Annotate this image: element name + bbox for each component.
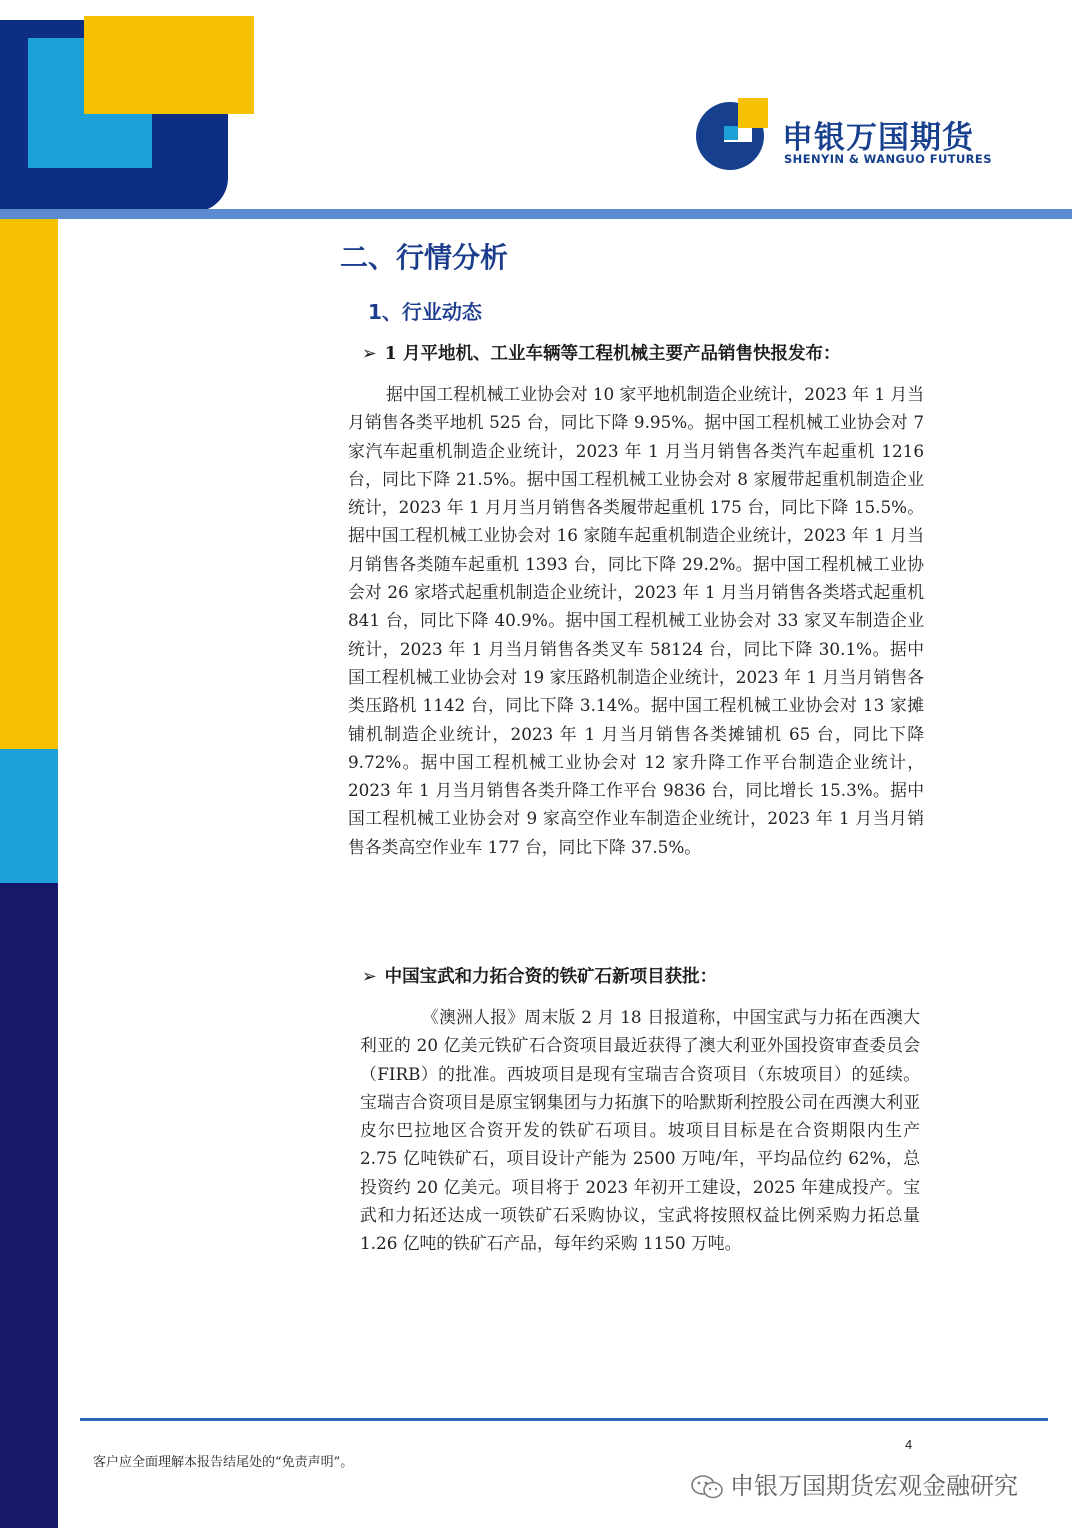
footer-divider xyxy=(80,1418,1048,1421)
bullet-arrow-icon: ➢ xyxy=(362,344,377,364)
side-strip-yellow xyxy=(0,219,58,749)
paragraph-machinery-sales: 据中国工程机械工业协会对 10 家平地机制造企业统计，2023 年 1 月当月销售各类平地机 525 台，同比下降 9.95%。据中国工程机械工业协会对 7 家汽车起重机制造企业统计，2023 年 1 月当月销售各类汽车起重机 1216 台，同比下降 21.5%。据中国工程机械工业协会对 8 家履带起重机制造企业统计，2023 年 1 月月当月销售各类履带起重机 175 台，同比下降 15.5%。据中国工程机械工业协会对 16 家随车起重机制造企业统计，2023 年 1 月当月销售各类随车起重机 1393 台，同比下降 29.2%。据中国工程机械工业协会对 26 家塔式起重机制造企业统计，2023 年 1 月当月销售各类塔式起重机 841 台，同比下降 40.9%。据中国工程机械工业协会对 33 家叉车制造企业统计，2023 年 1 月当月销售各类叉车 58124 台，同比下降 30.1%。据中国工程机械工业协会对 19 家压路机制造企业统计，2023 年 1 月当月销售各类压路机 1142 台，同比下降 3.14%。据中国工程机械工业协会对 13 家摊铺机制造企业统计，2023 年 1 月当月销售各类摊铺机 65 台，同比下降 9.72%。据中国工程机械工业协会对 12 家升降工作平台制造企业统计，2023 年 1 月当月销售各类升降工作平台 9836 台，同比增长 15.3%。据中国工程机械工业协会对 9 家高空作业车制造企业统计，2023 年 1 月当月销售各类高空作业车 177 台，同比下降 37.5%。 xyxy=(348,384,924,857)
bullet-heading-text: 中国宝武和力拓合资的铁矿石新项目获批： xyxy=(384,967,718,987)
watermark xyxy=(690,1466,1018,1501)
logo-name-en: SHENYIN & WANGUO FUTURES xyxy=(784,152,992,166)
subsection-title: 1、行业动态 xyxy=(368,300,482,324)
watermark-text: 申银万国期货宏观金融研究 xyxy=(730,1472,1018,1500)
header-divider xyxy=(0,209,1072,219)
bullet-heading-2 xyxy=(362,963,717,988)
side-strip-cyan xyxy=(0,749,58,883)
logo-mark-icon xyxy=(694,96,770,172)
side-strip-navy xyxy=(0,883,58,1528)
bullet-heading-1 xyxy=(362,340,840,365)
paragraph-iron-ore-project: 《澳洲人报》周末版 2 月 18 日报道称，中国宝武与力拓在西澳大利亚的 20 亿美元铁矿石合资项目最近获得了澳大利亚外国投资审查委员会（FIRB）的批准。西坡项目是现有宝瑞吉合资项目（东坡项目）的延续。宝瑞吉合资项目是原宝钢集团与力拓旗下的哈默斯利控股公司在西澳大利亚皮尔巴拉地区合资开发的铁矿石项目。坡项目目标是在合资期限内生产 2.75 亿吨铁矿石，项目设计产能为 2500 万吨/年，平均品位约 62%，总投资约 20 亿美元。项目将于 2023 年初开工建设，2025 年建成投产。宝武和力拓还达成一项铁矿石采购协议，宝武将按照权益比例采购力拓总量 1.26 亿吨的铁矿石产品，每年约采购 1150 万吨。 xyxy=(360,1007,920,1254)
logo-name-cn: 申银万国期货 xyxy=(782,120,974,156)
header-decor-cyan-notch xyxy=(84,114,152,168)
disclaimer-text: 客户应全面理解本报告结尾处的“免责声明”。 xyxy=(93,1455,354,1470)
bullet-arrow-icon: ➢ xyxy=(362,967,377,987)
section-title: 二、行情分析 xyxy=(340,241,509,274)
header-decor-yellow-top xyxy=(84,16,254,114)
page-number: 4 xyxy=(905,1437,913,1452)
bullet-heading-text: 1 月平地机、工业车辆等工程机械主要产品销售快报发布： xyxy=(384,344,841,364)
company-logo xyxy=(694,96,994,176)
wechat-icon xyxy=(690,1473,724,1501)
